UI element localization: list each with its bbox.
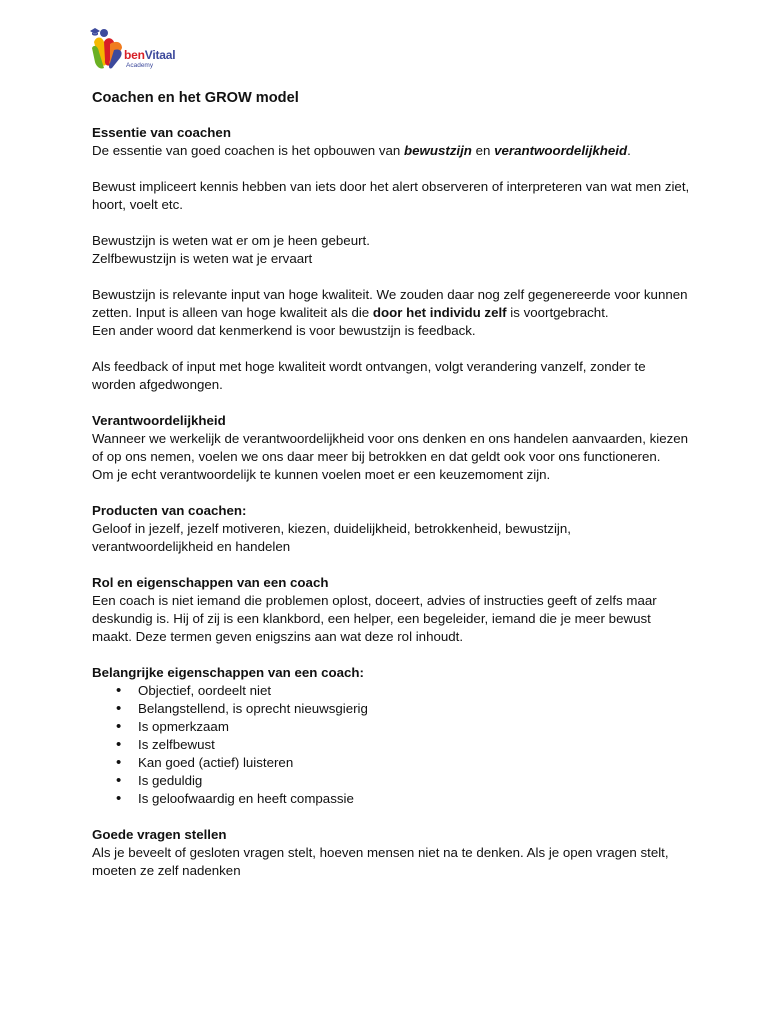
list-item: • Is geloofwaardig en heeft compassie	[138, 790, 692, 808]
paragraph-verandering: Als feedback of input met hoge kwaliteit wordt ontvangen, volgt verandering vanzelf, zonder te worden afgedwongen.	[92, 359, 646, 392]
graduation-cap-icon	[90, 28, 100, 36]
heading-essentie: Essentie van coachen	[92, 125, 231, 140]
benvitaal-logo	[90, 28, 190, 74]
paragraph-input: Bewustzijn is relevante input van hoge kwaliteit. We zouden daar nog zelf gegenereerde voor kunnen zetten. Input is alleen van hoge kwaliteit als die door het individu zelf is voortgebracht.	[92, 287, 688, 320]
list-item: • Is opmerkzaam	[138, 718, 692, 736]
logo-wordmark: benVitaal	[124, 48, 176, 62]
paragraph-bewust: Bewust impliceert kennis hebben van iets door het alert observeren of interpreteren van wat men ziet, hoort, voelt etc.	[92, 179, 690, 212]
paragraph-verantwoordelijkheid-1: Wanneer we werkelijk de verantwoordelijkheid voor ons denken en ons handelen aanvaarden, kiezen of op ons nemen, voelen we ons daar meer bij betrokken en dat geldt ook voor ons functioneren.	[92, 431, 689, 464]
heading-vragen: Goede vragen stellen	[92, 827, 227, 842]
paragraph-verantwoordelijkheid-2: Om je echt verantwoordelijk te kunnen voelen moet er een keuzemoment zijn.	[92, 467, 551, 482]
list-item: • Is zelfbewust	[138, 736, 692, 754]
heading-verantwoordelijkheid: Verantwoordelijkheid	[92, 413, 226, 428]
list-item: • Objectief, oordeelt niet	[138, 682, 692, 700]
paragraph-rol: Een coach is niet iemand die problemen oplost, doceert, advies of instructies geeft of zelfs maar deskundig is. Hij of zij is een klankbord, een helper, een begeleider, iemand die je meer bewust maakt. Deze termen geven enigszins aan wat deze rol inhoudt.	[92, 593, 657, 644]
document-body	[92, 89, 692, 880]
paragraph-bewustzijn-line1: Bewustzijn is weten wat er om je heen gebeurt.	[92, 233, 370, 248]
logo-subtitle: Academy	[126, 62, 154, 69]
paragraph-vragen: Als je beveelt of gesloten vragen stelt, hoeven mensen niet na te denken. Als je open vragen stelt, moeten ze zelf nadenken	[92, 845, 669, 878]
list-item: • Is geduldig	[138, 772, 692, 790]
list-item: • Kan goed (actief) luisteren	[138, 754, 692, 772]
heading-rol: Rol en eigenschappen van een coach	[92, 575, 329, 590]
heading-producten: Producten van coachen:	[92, 503, 247, 518]
paragraph-bewustzijn-line2: Zelfbewustzijn is weten wat je ervaart	[92, 251, 313, 266]
heading-eigenschappen: Belangrijke eigenschappen van een coach:	[92, 665, 364, 680]
eigenschappen-list	[92, 682, 692, 808]
document-title: Coachen en het GROW model	[92, 90, 299, 106]
paragraph-producten: Geloof in jezelf, jezelf motiveren, kiezen, duidelijkheid, betrokkenheid, bewustzijn, verantwoordelijkheid en handelen	[92, 521, 571, 554]
list-item: • Belangstellend, is oprecht nieuwsgierig	[138, 700, 692, 718]
paragraph-essentie: De essentie van goed coachen is het opbouwen van bewustzijn en verantwoordelijkheid.	[92, 143, 631, 158]
paragraph-feedback: Een ander woord dat kenmerkend is voor bewustzijn is feedback.	[92, 323, 476, 338]
